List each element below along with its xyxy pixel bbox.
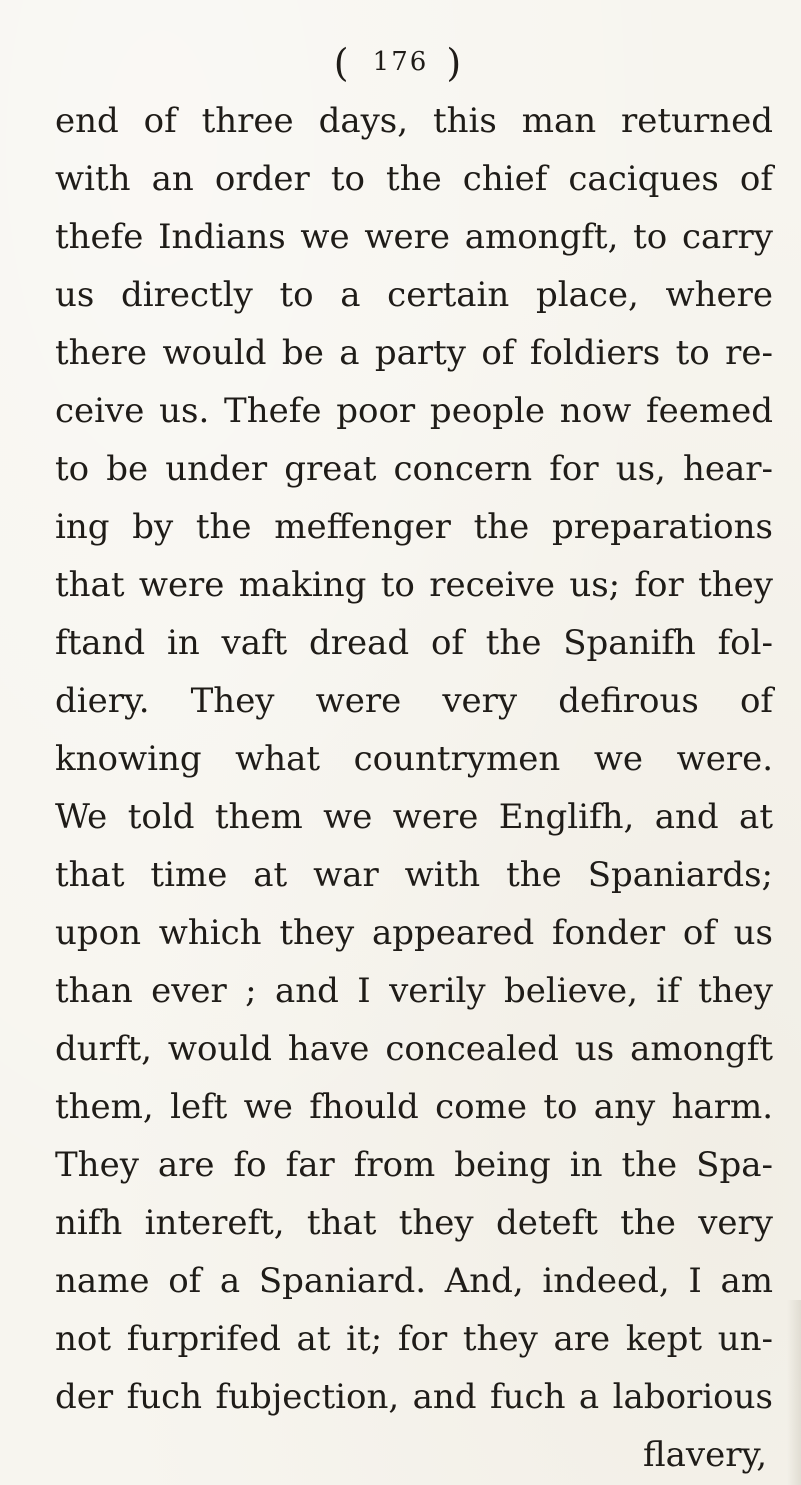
text-line: ing by the meffenger the preparations	[55, 507, 773, 547]
text-line: thefe Indians we were amongft, to carry	[55, 217, 773, 257]
body-text	[55, 92, 773, 1484]
page-edge-shadow	[787, 1300, 801, 1485]
text-line: name of a Spaniard. And, indeed, I am	[55, 1261, 773, 1301]
text-line: der fuch fubjection, and fuch a laborious	[55, 1377, 773, 1417]
text-line: us directly to a certain place, where	[55, 275, 773, 315]
text-line: We told them we were Englifh, and at	[55, 797, 773, 837]
text-line: durft, would have concealed us amongft	[55, 1029, 773, 1069]
catchword: flavery,	[642, 1435, 767, 1475]
text-line: them, left we fhould come to any harm.	[55, 1087, 773, 1127]
text-line: knowing what countrymen we were.	[55, 739, 773, 779]
text-line: not furprifed at it; for they are kept un-	[55, 1319, 773, 1359]
page-header	[0, 41, 801, 85]
header-close-paren: )	[446, 41, 468, 85]
text-line: They are fo far from being in the Spa-	[55, 1145, 773, 1185]
text-line: upon which they appeared fonder of us	[55, 913, 773, 953]
text-line: nifh intereft, that they deteft the very	[55, 1203, 773, 1243]
text-line: that time at war with the Spaniards;	[55, 855, 773, 895]
text-line: to be under great concern for us, hear-	[55, 449, 773, 489]
text-line: there would be a party of foldiers to re-	[55, 333, 773, 373]
text-line: ceive us. Thefe poor people now feemed	[55, 391, 773, 431]
text-line: with an order to the chief caciques of	[55, 159, 773, 199]
header-open-paren: (	[333, 41, 355, 85]
text-line: end of three days, this man returned	[55, 101, 773, 141]
page-number: 176	[372, 47, 429, 77]
text-line: than ever ; and I verily believe, if they	[55, 971, 773, 1011]
text-line: that were making to receive us; for they	[55, 565, 773, 605]
text-line: diery. They were very defirous of	[55, 681, 773, 721]
text-line: ftand in vaft dread of the Spanifh fol-	[55, 623, 773, 663]
